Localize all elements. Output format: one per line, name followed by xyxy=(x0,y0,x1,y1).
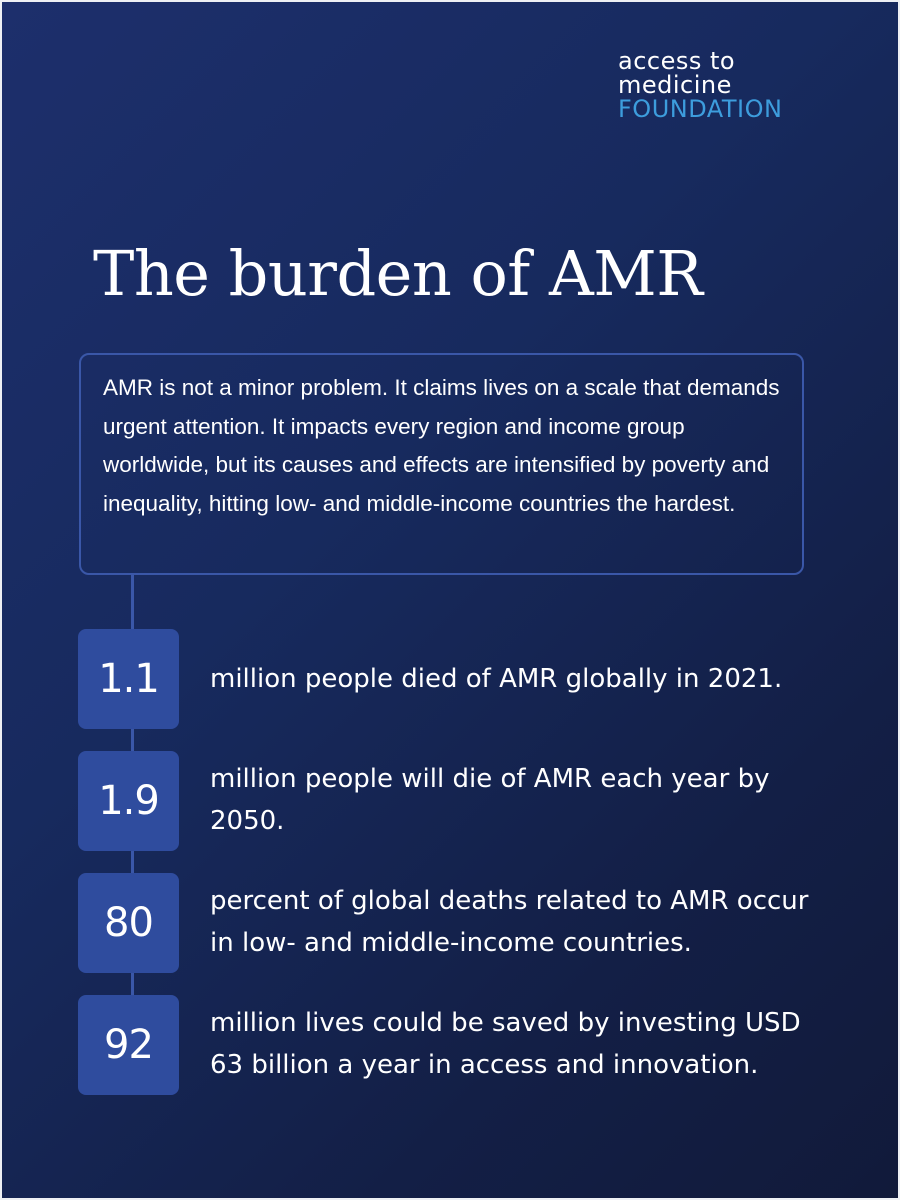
logo-line-3: FOUNDATION xyxy=(618,95,783,123)
stat-value-badge: 1.9 xyxy=(78,751,179,851)
page-title: The burden of AMR xyxy=(93,237,703,310)
stat-description: percent of global deaths related to AMR occur in low- and middle-income countries. xyxy=(210,886,809,958)
stat-value-badge: 92 xyxy=(78,995,179,1095)
logo-line-1: access to xyxy=(618,47,736,75)
stat-value-badge: 1.1 xyxy=(78,629,179,729)
stat-description: million lives could be saved by investing USD 63 billion a year in access and innovation. xyxy=(210,1008,801,1080)
intro-text: AMR is not a minor problem. It claims lives on a scale that demands urgent attention. It impacts every region and income group worldwide, but its causes and effects are intensified by poverty and inequality, hitting low- and middle-income countries the hardest. xyxy=(103,375,780,516)
stat-value-badge: 80 xyxy=(78,873,179,973)
stat-description: million people died of AMR globally in 2021. xyxy=(210,664,783,694)
logo-line-2: medicine xyxy=(618,71,732,99)
stat-description: million people will die of AMR each year by 2050. xyxy=(210,764,770,836)
intro-box xyxy=(79,353,804,575)
access-to-medicine-foundation-logo xyxy=(618,49,868,121)
